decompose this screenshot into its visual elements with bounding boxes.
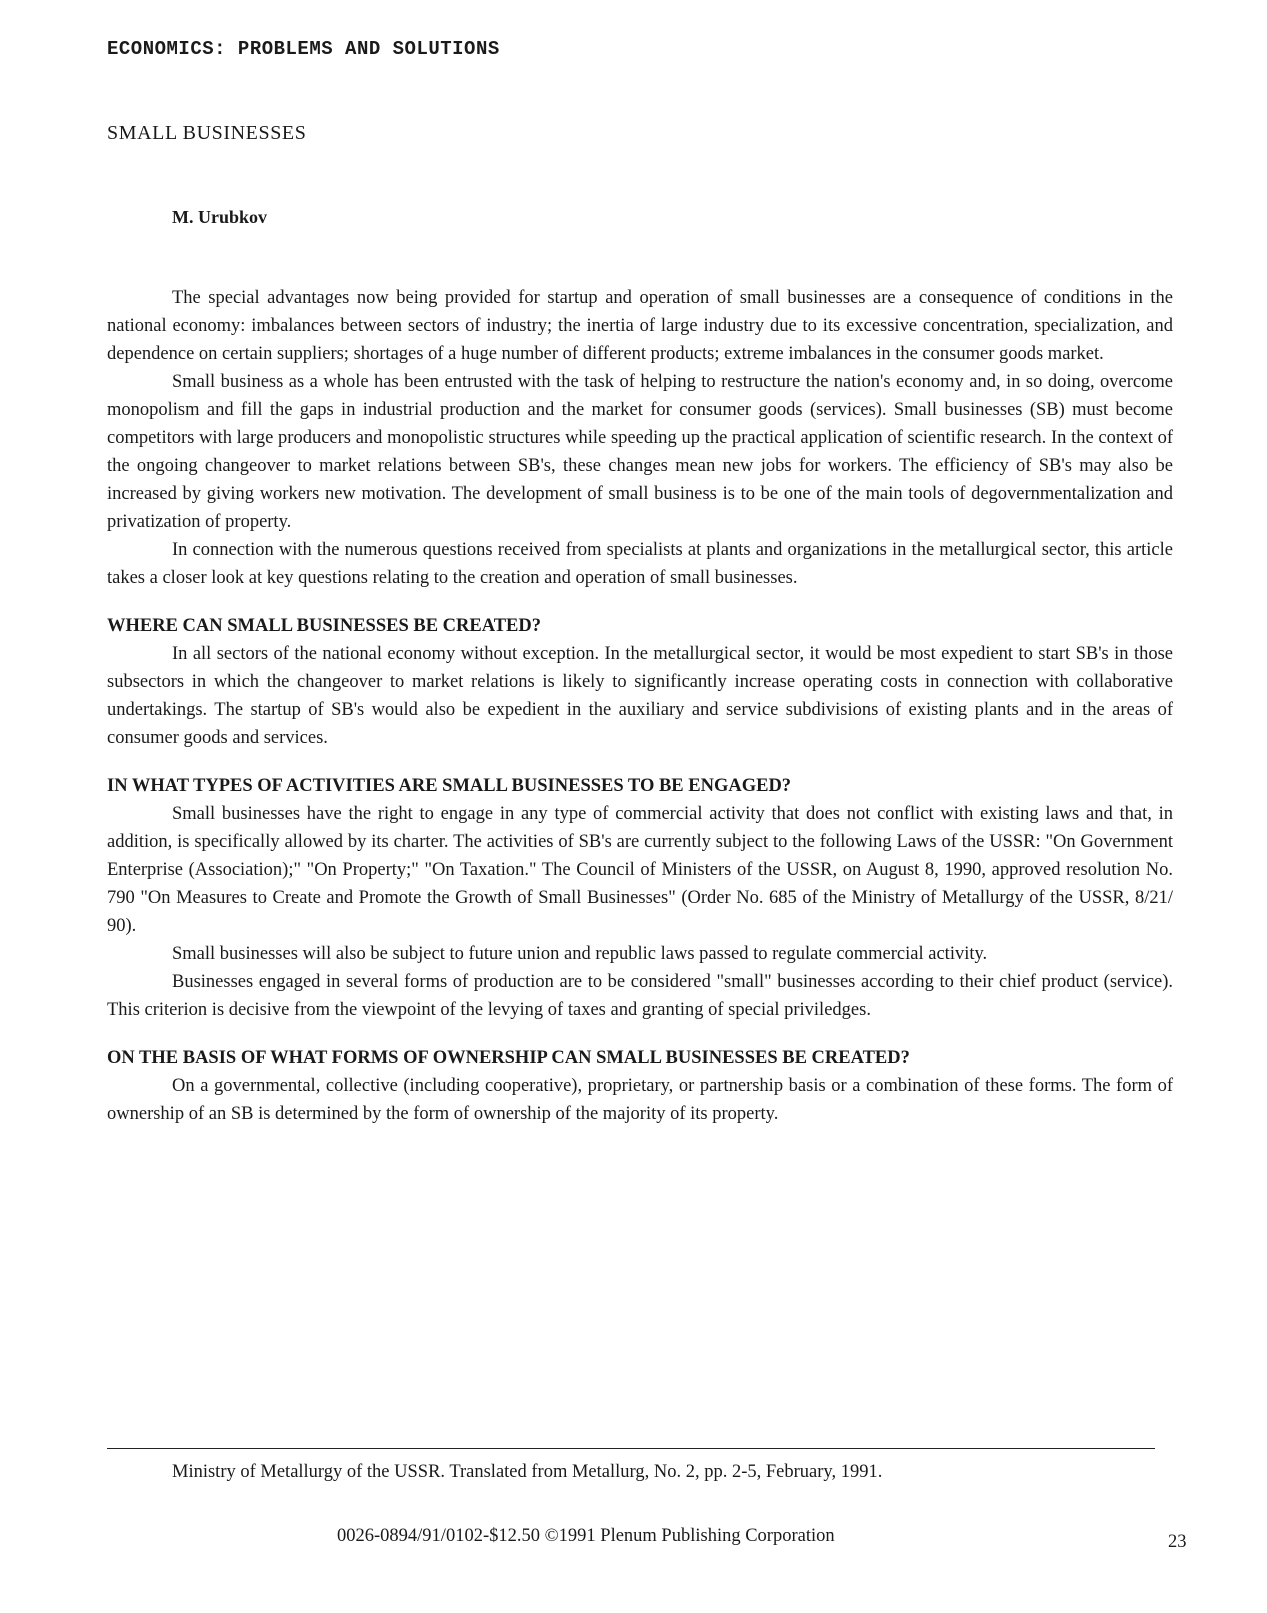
article-body [107,284,1173,1128]
article-title: SMALL BUSINESSES [107,122,307,144]
body-paragraph: Businesses engaged in several forms of production are to be considered "small" businesses according to their chief product (service). This criterion is decisive from the viewpoint of the levying of taxes and granting of special priviledges. [107,972,1173,1020]
body-paragraph: Small businesses have the right to engage in any type of commercial activity that does not conflict with existing laws and that, in addition, is specifically allowed by its charter. The activities of SB's are currently subject to the following Laws of the USSR: "On Government Enterprise (Association);" "On Property;" "On Taxation." The Council of Ministers of the USSR, on August 8, 1990, approved resolution No. 790 "On Measures to Create and Promote the Growth of Small Businesses" (Order No. 685 of the Ministry of Metallurgy of the USSR, 8/21/ 90). [107,804,1173,936]
body-paragraph: The special advantages now being provided for startup and operation of small businesses are a consequence of conditions in the national economy: imbalances between sectors of industry; the inertia of large industry due to its excessive concentration, specialization, and dependence on certain suppliers; shortages of a huge number of different products; extreme imbalances in the consumer goods market. [107,288,1173,364]
body-paragraph: In connection with the numerous questions received from specialists at plants and organizations in the metallurgical sector, this article takes a closer look at key questions relating to the creation and operation of small businesses. [107,540,1173,588]
body-paragraph: In all sectors of the national economy without exception. In the metallurgical sector, it would be most expedient to start SB's in those subsectors in which the changeover to market relations is likely to significantly increase operating costs in connection with collaborative undertakings. The startup of SB's would also be expedient in the auxiliary and service subdivisions of existing plants and in the areas of consumer goods and services. [107,644,1173,748]
section-heading: IN WHAT TYPES OF ACTIVITIES ARE SMALL BUSINESSES TO BE ENGAGED? [107,776,792,796]
copyright-line: 0026-0894/91/0102-$12.50 ©1991 Plenum Publishing Corporation [337,1526,835,1546]
section-heading: WHERE CAN SMALL BUSINESSES BE CREATED? [107,616,542,636]
body-paragraph: On a governmental, collective (including cooperative), proprietary, or partnership basis or a combination of these forms. The form of ownership of an SB is determined by the form of ownership of the majority of its property. [107,1076,1173,1124]
footnote-divider [107,1448,1155,1449]
source-footnote: Ministry of Metallurgy of the USSR. Translated from Metallurg, No. 2, pp. 2-5, February, 1991. [172,1462,883,1482]
section-heading: ON THE BASIS OF WHAT FORMS OF OWNERSHIP CAN SMALL BUSINESSES BE CREATED? [107,1048,910,1068]
author-name: M. Urubkov [172,207,268,227]
body-paragraph: Small business as a whole has been entrusted with the task of helping to restructure the nation's economy and, in so doing, overcome monopolism and fill the gaps in industrial production and the market for consumer goods (services). Small businesses (SB) must become competitors with large producers and monopolistic structures while speeding up the practical application of scientific research. In the context of the ongoing changeover to market relations between SB's, these changes mean new jobs for workers. The efficiency of SB's may also be increased by giving workers new motivation. The development of small business is to be one of the main tools of degovernmentalization and privatization of property. [107,372,1173,532]
body-paragraph: Small businesses will also be subject to future union and republic laws passed to regulate commercial activity. [172,944,988,964]
running-head: ECONOMICS: PROBLEMS AND SOLUTIONS [107,38,500,60]
page-number: 23 [1168,1532,1187,1552]
